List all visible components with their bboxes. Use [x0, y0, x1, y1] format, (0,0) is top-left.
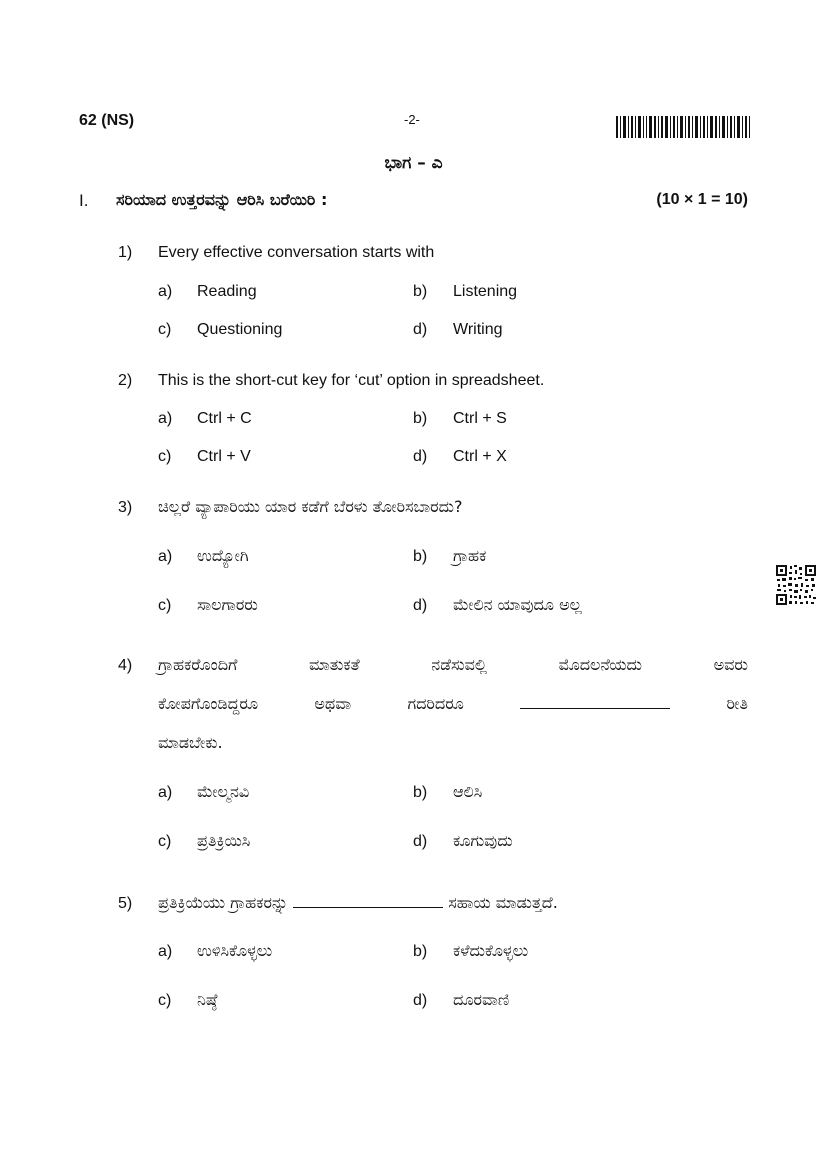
option-text: ಆಲಿಸಿ — [453, 782, 483, 801]
option-text: ಉಳಿಸಿಕೊಳ್ಳಲು — [197, 941, 273, 960]
question-text-line — [158, 655, 748, 675]
option-text: Reading — [197, 283, 257, 300]
word: ನಡೆಸುವಲ್ಲಿ — [431, 655, 487, 674]
section-title: ಭಾಗ – ಎ — [384, 153, 443, 173]
option-label: c) — [158, 321, 172, 338]
word: ಮೊದಲನೆಯದು — [558, 655, 642, 674]
option-text: ಮೇಲಿನ ಯಾವುದೂ ಅಲ್ಲ — [453, 595, 582, 614]
word: ಕೋಪಗೊಂಡಿದ್ದರೂ — [158, 694, 259, 713]
option-text: Listening — [453, 283, 518, 300]
option-label: c) — [158, 597, 172, 614]
option-text: Questioning — [197, 321, 283, 338]
question-number: 2) — [118, 372, 133, 389]
option-text: ದೂರವಾಣಿ — [453, 990, 510, 1009]
option-label: d) — [413, 833, 428, 850]
question-text: This is the short-cut key for ‘cut’ option in spreadsheet. — [158, 372, 545, 389]
option-label: d) — [413, 448, 428, 465]
answer-blank — [520, 694, 670, 709]
option-text: ಕೂಗುವುದು — [453, 831, 513, 850]
word: ಗದರಿದರೂ — [407, 694, 464, 713]
question-number: 4) — [118, 657, 133, 674]
question-text: Every effective conversation starts with — [158, 244, 435, 261]
part-instruction: ಸರಿಯಾದ ಉತ್ತರವನ್ನು ಆರಿಸಿ ಬರೆಯಿರಿ : — [116, 190, 328, 209]
option-label: c) — [158, 833, 172, 850]
option-label: b) — [413, 548, 428, 565]
qr-code-icon — [776, 565, 816, 605]
option-text: ಸಾಲಗಾರರು — [197, 595, 258, 614]
page-number: -2- — [404, 112, 420, 127]
option-label: c) — [158, 448, 172, 465]
option-text: ಕಳೆದುಕೊಳ್ಳಲು — [453, 941, 529, 960]
paper-code: 62 (NS) — [79, 112, 135, 129]
question-text-line — [158, 694, 748, 714]
question-number: 5) — [118, 895, 133, 912]
barcode-icon — [616, 116, 750, 138]
option-label: c) — [158, 992, 172, 1009]
option-label: a) — [158, 943, 173, 960]
option-label: d) — [413, 321, 428, 338]
option-text: ಗ್ರಾಹಕ — [453, 546, 487, 565]
option-text: ಮೇಲ್ಮನವಿ — [197, 782, 250, 801]
option-label: d) — [413, 992, 428, 1009]
option-text: ನಿಷ್ಠೆ — [197, 990, 218, 1009]
question-text-line: ಮಾಡಬೇಕು. — [158, 733, 223, 752]
question-text-after: ಸಹಾಯ ಮಾಡುತ್ತದೆ. — [448, 893, 558, 912]
option-label: a) — [158, 548, 173, 565]
option-text: Writing — [453, 321, 503, 338]
word: ಗ್ರಾಹಕರೊಂದಿಗೆ — [158, 655, 238, 674]
option-text: Ctrl + C — [197, 410, 252, 427]
part-marks: (10 × 1 = 10) — [656, 191, 748, 208]
question-text: ಚಿಲ್ಲರೆ ವ್ಯಾಪಾರಿಯು ಯಾರ ಕಡೆಗೆ ಬೆರಳು ತೋರಿಸಬಾರದು? — [158, 497, 463, 516]
option-label: a) — [158, 784, 173, 801]
question-text — [158, 893, 558, 913]
option-label: a) — [158, 410, 173, 427]
option-text: Ctrl + X — [453, 448, 507, 465]
option-text: Ctrl + V — [197, 448, 251, 465]
part-number: I. — [79, 191, 89, 210]
option-label: b) — [413, 283, 428, 300]
option-label: b) — [413, 943, 428, 960]
question-number: 1) — [118, 244, 133, 261]
answer-blank — [293, 893, 443, 908]
option-text: ಉದ್ಯೋಗಿ — [197, 546, 249, 565]
option-label: b) — [413, 784, 428, 801]
word: ಅವರು — [713, 655, 748, 674]
word: ರೀತಿ — [726, 694, 748, 713]
option-label: b) — [413, 410, 428, 427]
option-label: d) — [413, 597, 428, 614]
word: ಅಥವಾ — [314, 694, 352, 713]
question-number: 3) — [118, 499, 133, 516]
question-text-before: ಪ್ರತಿಕ್ರಿಯೆಯು ಗ್ರಾಹಕರನ್ನು — [158, 893, 289, 912]
word: ಮಾತುಕತೆ — [308, 655, 360, 674]
option-text: Ctrl + S — [453, 410, 507, 427]
option-label: a) — [158, 283, 173, 300]
option-text: ಪ್ರತಿಕ್ರಿಯಿಸಿ — [197, 831, 251, 850]
